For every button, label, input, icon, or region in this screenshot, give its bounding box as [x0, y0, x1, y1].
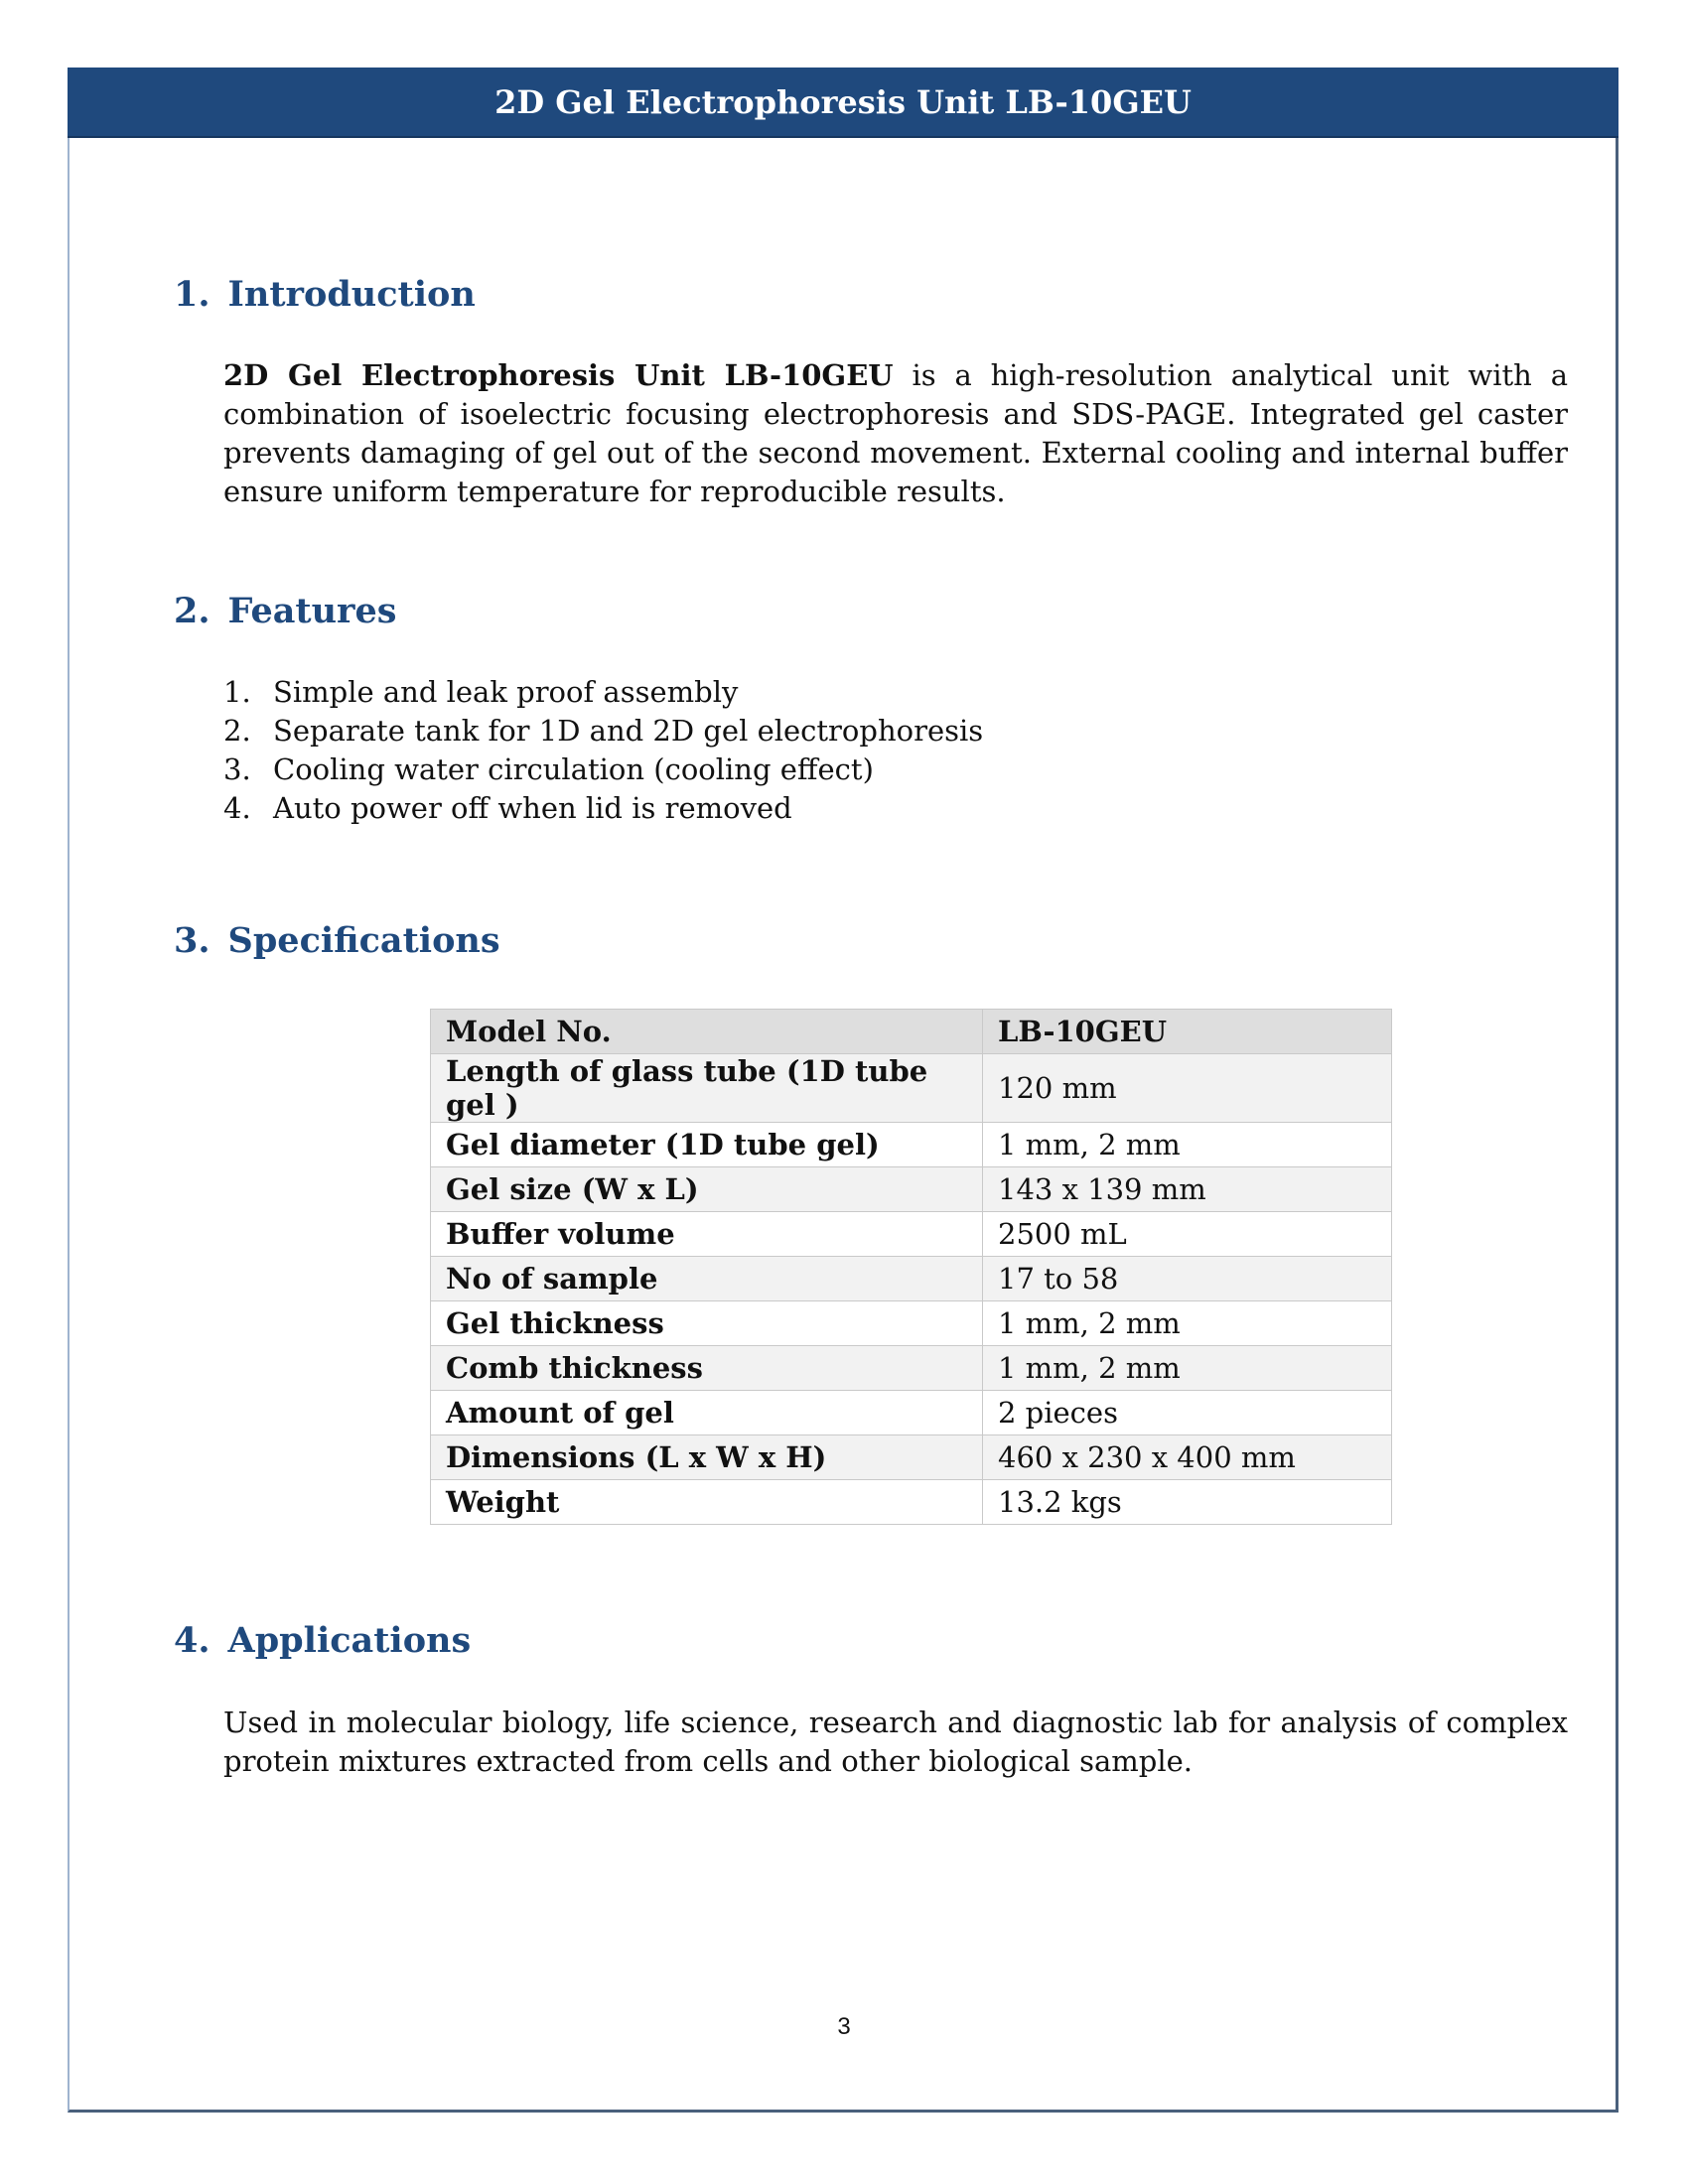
table-row	[431, 1391, 1392, 1435]
page-number: 3	[837, 2013, 851, 2040]
table-row	[431, 1167, 1392, 1212]
table-row	[431, 1480, 1392, 1525]
spec-value: 2 pieces	[983, 1391, 1392, 1435]
spec-value: 143 x 139 mm	[983, 1167, 1392, 1212]
spec-value: 1 mm, 2 mm	[983, 1301, 1392, 1346]
table-row	[431, 1257, 1392, 1301]
list-item-number: 2.	[223, 714, 251, 748]
table-row	[431, 1054, 1392, 1123]
spec-value: 17 to 58	[983, 1257, 1392, 1301]
spec-value: 460 x 230 x 400 mm	[983, 1435, 1392, 1480]
list-item-number: 1.	[223, 675, 251, 709]
spec-label: Gel size (W x L)	[431, 1167, 983, 1212]
table-row	[431, 1212, 1392, 1257]
spec-label: Buffer volume	[431, 1212, 983, 1257]
section-number: 1.	[174, 274, 211, 315]
table-row	[431, 1346, 1392, 1391]
section-heading-introduction	[174, 274, 476, 315]
list-item-text: Cooling water circulation (cooling effect)	[273, 752, 874, 786]
section-number: 4.	[174, 1620, 211, 1661]
table-header-cell: Model No.	[431, 1010, 983, 1054]
section-heading-features	[174, 591, 396, 631]
list-item-number: 3.	[223, 752, 251, 786]
introduction-paragraph	[223, 356, 1568, 511]
list-item-text: Simple and leak proof assembly	[273, 675, 739, 709]
table-row	[431, 1435, 1392, 1480]
features-list	[223, 673, 983, 828]
list-item	[223, 751, 983, 789]
spec-label: Comb thickness	[431, 1346, 983, 1391]
spec-value: 2500 mL	[983, 1212, 1392, 1257]
list-item-text: Auto power off when lid is removed	[273, 791, 792, 825]
table-row	[431, 1301, 1392, 1346]
section-heading-applications	[174, 1620, 471, 1661]
document-title: 2D Gel Electrophoresis Unit LB-10GEU	[494, 82, 1192, 121]
list-item-number: 4.	[223, 791, 251, 825]
section-title: Specifications	[227, 920, 500, 961]
spec-label: Gel diameter (1D tube gel)	[431, 1123, 983, 1167]
table-header-cell: LB-10GEU	[983, 1010, 1392, 1054]
list-item	[223, 789, 983, 828]
section-heading-specifications	[174, 920, 500, 961]
spec-value: 1 mm, 2 mm	[983, 1346, 1392, 1391]
section-title: Features	[227, 591, 397, 631]
section-number: 3.	[174, 920, 211, 961]
introduction-text: is a high-resolution analytical unit with a combination of isoelectric focusing electrophoresis and SDS-PAGE. Integrated gel caster prevents damaging of gel out of the second movement. External cooling and internal buffer ensure uniform temperature for reproducible results.	[223, 358, 1568, 508]
spec-label: Dimensions (L x W x H)	[431, 1435, 983, 1480]
section-title: Introduction	[227, 274, 476, 315]
section-title: Applications	[227, 1620, 472, 1661]
applications-paragraph: Used in molecular biology, life science, research and diagnostic lab for analysis of complex protein mixtures extracted from cells and other biological sample.	[223, 1706, 1568, 1778]
product-name: 2D Gel Electrophoresis Unit LB-10GEU	[223, 358, 894, 392]
list-item	[223, 712, 983, 751]
spec-label: No of sample	[431, 1257, 983, 1301]
list-item-text: Separate tank for 1D and 2D gel electrophoresis	[273, 714, 984, 748]
spec-label: Gel thickness	[431, 1301, 983, 1346]
specifications-table	[430, 1009, 1392, 1525]
table-row	[431, 1123, 1392, 1167]
spec-label: Length of glass tube (1D tube gel )	[431, 1054, 983, 1123]
table-header-row	[431, 1010, 1392, 1054]
section-number: 2.	[174, 591, 211, 631]
spec-label: Weight	[431, 1480, 983, 1525]
spec-value: 1 mm, 2 mm	[983, 1123, 1392, 1167]
list-item	[223, 673, 983, 712]
spec-value: 120 mm	[983, 1054, 1392, 1123]
spec-value: 13.2 kgs	[983, 1480, 1392, 1525]
spec-label: Amount of gel	[431, 1391, 983, 1435]
document-title-bar	[68, 68, 1618, 138]
